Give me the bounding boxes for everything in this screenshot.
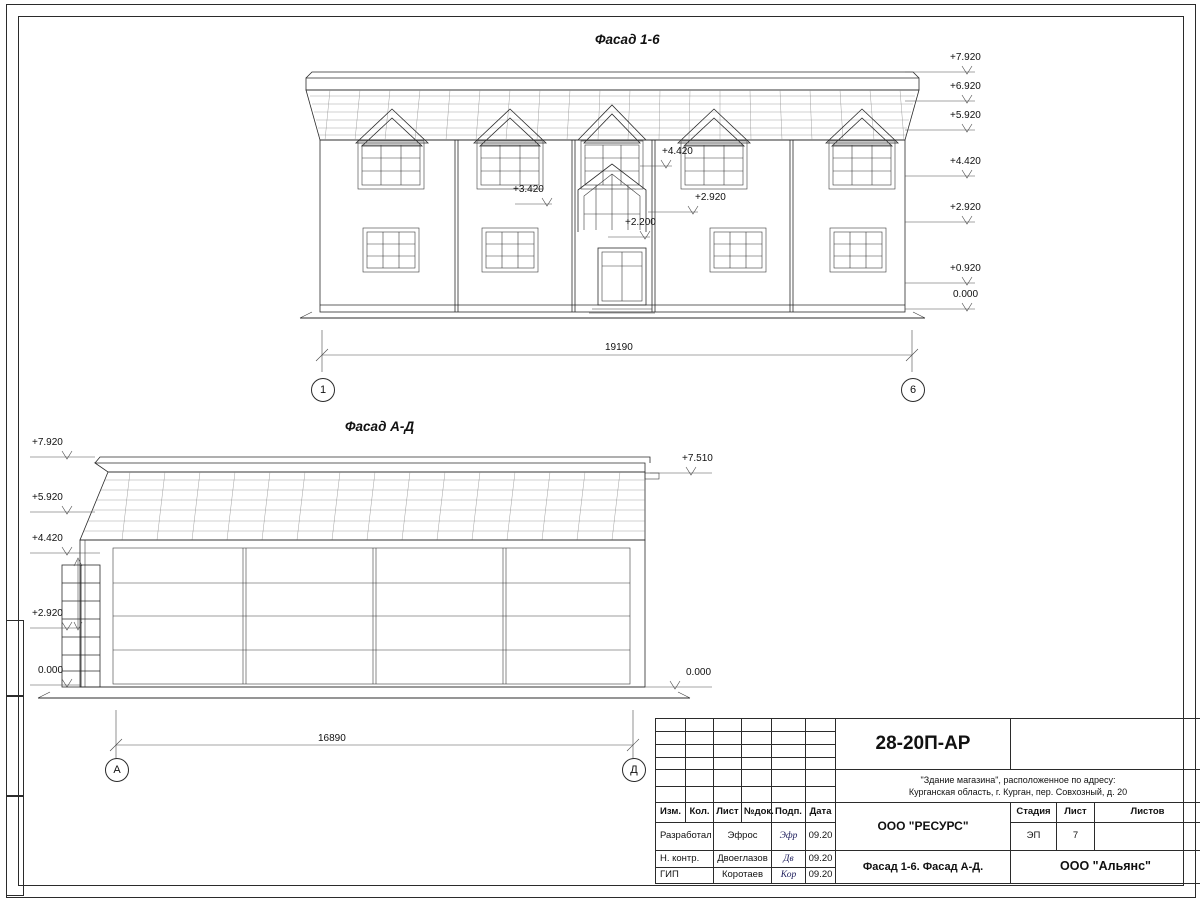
side-level-5920: +5.920	[32, 492, 63, 503]
company-name: ООО "РЕСУРС"	[877, 819, 969, 834]
row-name-1: Эфрос	[714, 823, 772, 851]
row-sign-1: Эфр	[772, 823, 806, 851]
front-dimension-19190: 19190	[605, 342, 633, 353]
row-date-3: 09.20	[806, 867, 836, 883]
side-level-0000-right: 0.000	[686, 667, 712, 678]
row-role-2: Н. контр.	[656, 851, 714, 867]
axis-marker-6: 6	[901, 378, 925, 402]
side-level-2920: +2.920	[32, 608, 63, 619]
row-date-1: 09.20	[806, 823, 836, 851]
project-code-cell	[836, 719, 1011, 770]
front-level-0920: +0.920	[950, 263, 981, 274]
row-role-1: Разработал	[656, 823, 714, 851]
project-code-span	[1011, 719, 1200, 770]
row-date-2: 09.20	[806, 851, 836, 867]
sheet-name: Фасад 1-6. Фасад А-Д.	[862, 861, 984, 874]
front-level-6920: +6.920	[950, 81, 981, 92]
axis-marker-a: А	[105, 758, 129, 782]
object-name-line1: "Здание магазина", расположенное по адресу:	[920, 775, 1116, 786]
col-header-kol: Кол.	[686, 803, 714, 823]
stage-header: Стадия	[1011, 803, 1057, 823]
front-level-4420-inner: +4.420	[662, 146, 693, 157]
row-sign-2: Дв	[772, 851, 806, 867]
sheet-name-cell	[836, 851, 1011, 884]
front-level-5920: +5.920	[950, 110, 981, 121]
row-name-2: Двоеглазов	[714, 851, 772, 867]
row-name-3: Коротаев	[714, 867, 772, 883]
front-level-2200: +2.200	[625, 217, 656, 228]
front-level-3420: +3.420	[513, 184, 544, 195]
company-cell	[836, 803, 1011, 851]
side-dimension-16890: 16890	[318, 733, 346, 744]
col-header-list: Лист	[714, 803, 742, 823]
project-code: 28-20П-АР	[875, 732, 971, 754]
axis-marker-d: Д	[622, 758, 646, 782]
object-name-line2: Курганская область, г. Курган, пер. Совхозный, д. 20	[908, 787, 1128, 798]
side-level-7920: +7.920	[32, 437, 63, 448]
object-name-cell	[836, 770, 1200, 803]
col-header-data: Дата	[806, 803, 836, 823]
row-sign-3: Кор	[772, 867, 806, 883]
facade-side-title: Фасад А-Д	[345, 419, 415, 434]
lists-value	[1095, 823, 1200, 851]
side-level-4420: +4.420	[32, 533, 63, 544]
front-level-0000: 0.000	[953, 289, 979, 300]
axis-marker-1: 1	[311, 378, 335, 402]
front-level-2920-inner: +2.920	[695, 192, 726, 203]
list-header: Лист	[1057, 803, 1095, 823]
lists-header: Листов	[1095, 803, 1200, 823]
front-level-7920: +7.920	[950, 52, 981, 63]
front-level-2920-right: +2.920	[950, 202, 981, 213]
title-block	[655, 718, 1200, 884]
side-level-7510: +7.510	[682, 453, 713, 464]
row-role-3: ГИП	[656, 867, 714, 883]
list-value: 7	[1057, 823, 1095, 851]
stage-value: ЭП	[1011, 823, 1057, 851]
front-level-4420-right: +4.420	[950, 156, 981, 167]
title-block-table	[655, 718, 1200, 884]
col-header-ndok: №док.	[742, 803, 772, 823]
owner-company: ООО "Альянс"	[1060, 859, 1151, 874]
col-header-podp: Подп.	[772, 803, 806, 823]
owner-company-cell	[1011, 851, 1200, 884]
side-level-0000-left: 0.000	[38, 665, 64, 676]
col-header-izm: Изм.	[656, 803, 686, 823]
facade-front-title: Фасад 1-6	[595, 32, 660, 47]
revision-grid-cell	[656, 719, 686, 732]
